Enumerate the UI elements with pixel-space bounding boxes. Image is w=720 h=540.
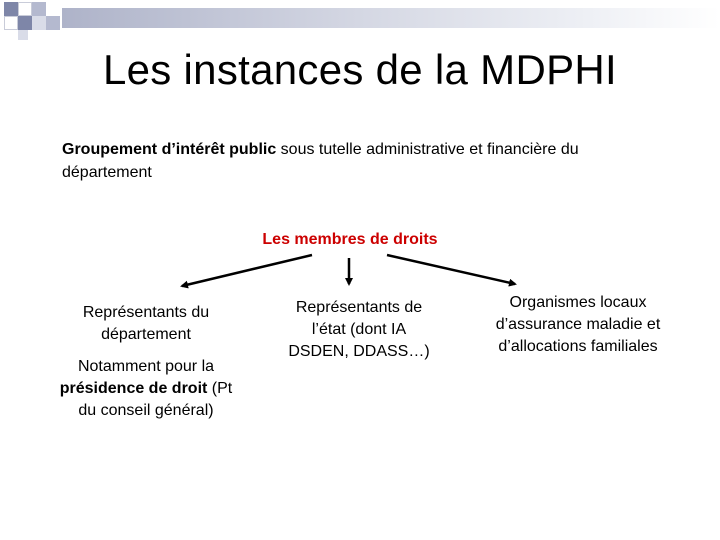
- intro-bold: Groupement d’intérêt public: [62, 141, 277, 158]
- dept-note-post: (Pt du conseil général): [78, 380, 233, 419]
- slide-title: Les instances de la MDPHI: [102, 46, 618, 93]
- members-heading: Les membres de droits: [262, 231, 438, 248]
- arrow-right: [387, 255, 515, 284]
- dept-note-bold: présidence de droit: [59, 380, 208, 397]
- dept-representatives: Représentants du département: [82, 304, 210, 343]
- state-representatives: Représentants de l’état (dont IA DSDEN, DDASS…): [288, 299, 430, 360]
- dept-note-pre: Notamment pour la: [77, 358, 215, 375]
- intro-rest: sous tutelle administrative et financière du département: [62, 141, 579, 181]
- dept-note: [56, 356, 236, 422]
- arrow-left: [182, 255, 312, 286]
- local-organisations: Organismes locaux d’assurance maladie et d’allocations familiales: [495, 294, 661, 355]
